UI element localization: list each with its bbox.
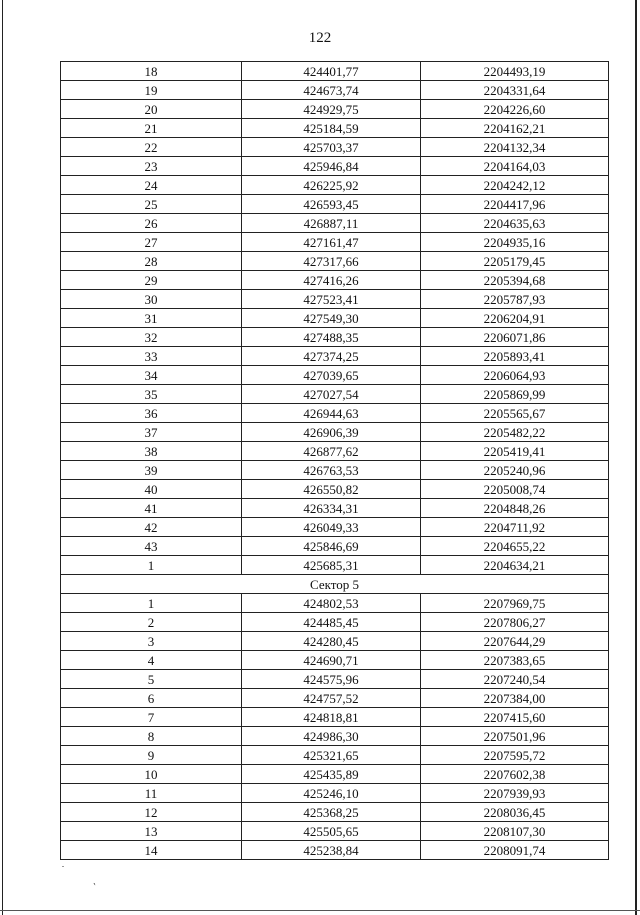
x-coordinate-cell: 427549,30 — [242, 309, 421, 328]
y-coordinate-cell: 2207415,60 — [421, 708, 609, 727]
x-coordinate-cell: 424575,96 — [242, 670, 421, 689]
point-number-cell: 27 — [61, 233, 242, 252]
y-coordinate-cell: 2205787,93 — [421, 290, 609, 309]
point-number-cell: 2 — [61, 613, 242, 632]
point-number-cell: 31 — [61, 309, 242, 328]
table-row — [61, 689, 609, 708]
x-coordinate-cell: 424401,77 — [242, 62, 421, 81]
table-row — [61, 309, 609, 328]
point-number-cell: 19 — [61, 81, 242, 100]
point-number-cell: 33 — [61, 347, 242, 366]
table-row — [61, 461, 609, 480]
point-number-cell: 7 — [61, 708, 242, 727]
table-row — [61, 252, 609, 271]
x-coordinate-cell: 426877,62 — [242, 442, 421, 461]
table-row — [61, 271, 609, 290]
point-number-cell: 9 — [61, 746, 242, 765]
x-coordinate-cell: 425238,84 — [242, 841, 421, 860]
table-row — [61, 404, 609, 423]
sector-title: Сектор 5 — [61, 575, 609, 594]
x-coordinate-cell: 424485,45 — [242, 613, 421, 632]
point-number-cell: 1 — [61, 556, 242, 575]
table-row — [61, 214, 609, 233]
y-coordinate-cell: 2207806,27 — [421, 613, 609, 632]
scan-border-bottom — [0, 910, 640, 911]
table-row — [61, 594, 609, 613]
y-coordinate-cell: 2205179,45 — [421, 252, 609, 271]
y-coordinate-cell: 2207384,00 — [421, 689, 609, 708]
point-number-cell: 10 — [61, 765, 242, 784]
point-number-cell: 21 — [61, 119, 242, 138]
y-coordinate-cell: 2208036,45 — [421, 803, 609, 822]
x-coordinate-cell: 424818,81 — [242, 708, 421, 727]
table-row — [61, 613, 609, 632]
x-coordinate-cell: 424673,74 — [242, 81, 421, 100]
x-coordinate-cell: 427374,25 — [242, 347, 421, 366]
table-row — [61, 670, 609, 689]
x-coordinate-cell: 426887,11 — [242, 214, 421, 233]
point-number-cell: 39 — [61, 461, 242, 480]
table-row — [61, 803, 609, 822]
x-coordinate-cell: 424757,52 — [242, 689, 421, 708]
coordinates-rows-first-part — [61, 62, 609, 575]
point-number-cell: 14 — [61, 841, 242, 860]
point-number-cell: 29 — [61, 271, 242, 290]
point-number-cell: 41 — [61, 499, 242, 518]
table-row — [61, 233, 609, 252]
x-coordinate-cell: 426334,31 — [242, 499, 421, 518]
point-number-cell: 12 — [61, 803, 242, 822]
x-coordinate-cell: 424929,75 — [242, 100, 421, 119]
point-number-cell: 24 — [61, 176, 242, 195]
x-coordinate-cell: 427416,26 — [242, 271, 421, 290]
table-row — [61, 328, 609, 347]
y-coordinate-cell: 2207939,93 — [421, 784, 609, 803]
y-coordinate-cell: 2204634,21 — [421, 556, 609, 575]
sector-header-row — [61, 575, 609, 594]
y-coordinate-cell: 2204164,03 — [421, 157, 609, 176]
y-coordinate-cell: 2205394,68 — [421, 271, 609, 290]
table-row — [61, 480, 609, 499]
x-coordinate-cell: 426906,39 — [242, 423, 421, 442]
point-number-cell: 6 — [61, 689, 242, 708]
table-row — [61, 347, 609, 366]
point-number-cell: 38 — [61, 442, 242, 461]
y-coordinate-cell: 2207969,75 — [421, 594, 609, 613]
y-coordinate-cell: 2204242,12 — [421, 176, 609, 195]
table-row — [61, 651, 609, 670]
y-coordinate-cell: 2205419,41 — [421, 442, 609, 461]
y-coordinate-cell: 2204162,21 — [421, 119, 609, 138]
table-row — [61, 138, 609, 157]
point-number-cell: 23 — [61, 157, 242, 176]
point-number-cell: 8 — [61, 727, 242, 746]
table-row — [61, 784, 609, 803]
table-row — [61, 746, 609, 765]
y-coordinate-cell: 2204848,26 — [421, 499, 609, 518]
x-coordinate-cell: 425321,65 — [242, 746, 421, 765]
x-coordinate-cell: 424690,71 — [242, 651, 421, 670]
y-coordinate-cell: 2207501,96 — [421, 727, 609, 746]
x-coordinate-cell: 425435,89 — [242, 765, 421, 784]
table-row — [61, 518, 609, 537]
table-row — [61, 556, 609, 575]
table-row — [61, 499, 609, 518]
point-number-cell: 30 — [61, 290, 242, 309]
point-number-cell: 35 — [61, 385, 242, 404]
y-coordinate-cell: 2205565,67 — [421, 404, 609, 423]
table-row — [61, 195, 609, 214]
y-coordinate-cell: 2207644,29 — [421, 632, 609, 651]
sector-header-group — [61, 575, 609, 594]
y-coordinate-cell: 2205240,96 — [421, 461, 609, 480]
table-row — [61, 157, 609, 176]
x-coordinate-cell: 425946,84 — [242, 157, 421, 176]
x-coordinate-cell: 427523,41 — [242, 290, 421, 309]
x-coordinate-cell: 424280,45 — [242, 632, 421, 651]
table-row — [61, 290, 609, 309]
y-coordinate-cell: 2204493,19 — [421, 62, 609, 81]
x-coordinate-cell: 426944,63 — [242, 404, 421, 423]
x-coordinate-cell: 427161,47 — [242, 233, 421, 252]
y-coordinate-cell: 2204226,60 — [421, 100, 609, 119]
table-row — [61, 176, 609, 195]
table-row — [61, 423, 609, 442]
table-row — [61, 385, 609, 404]
point-number-cell: 26 — [61, 214, 242, 233]
table-row — [61, 442, 609, 461]
coordinates-table — [60, 61, 609, 860]
scan-mark: ˴ — [91, 876, 99, 890]
table-row — [61, 632, 609, 651]
point-number-cell: 42 — [61, 518, 242, 537]
x-coordinate-cell: 425246,10 — [242, 784, 421, 803]
y-coordinate-cell: 2207240,54 — [421, 670, 609, 689]
x-coordinate-cell: 426593,45 — [242, 195, 421, 214]
x-coordinate-cell: 426225,92 — [242, 176, 421, 195]
page-number: 122 — [308, 30, 332, 46]
table-row — [61, 81, 609, 100]
coordinates-rows-sector-5 — [61, 594, 609, 860]
point-number-cell: 28 — [61, 252, 242, 271]
table-row — [61, 100, 609, 119]
x-coordinate-cell: 426049,33 — [242, 518, 421, 537]
table-row — [61, 537, 609, 556]
point-number-cell: 13 — [61, 822, 242, 841]
y-coordinate-cell: 2208107,30 — [421, 822, 609, 841]
point-number-cell: 32 — [61, 328, 242, 347]
point-number-cell: 40 — [61, 480, 242, 499]
point-number-cell: 4 — [61, 651, 242, 670]
table-row — [61, 765, 609, 784]
y-coordinate-cell: 2204417,96 — [421, 195, 609, 214]
table-row — [61, 119, 609, 138]
y-coordinate-cell: 2204935,16 — [421, 233, 609, 252]
x-coordinate-cell: 425703,37 — [242, 138, 421, 157]
y-coordinate-cell: 2206071,86 — [421, 328, 609, 347]
point-number-cell: 18 — [61, 62, 242, 81]
point-number-cell: 11 — [61, 784, 242, 803]
x-coordinate-cell: 425505,65 — [242, 822, 421, 841]
table-row — [61, 708, 609, 727]
table-row — [61, 366, 609, 385]
y-coordinate-cell: 2206204,91 — [421, 309, 609, 328]
point-number-cell: 5 — [61, 670, 242, 689]
y-coordinate-cell: 2205008,74 — [421, 480, 609, 499]
point-number-cell: 43 — [61, 537, 242, 556]
x-coordinate-cell: 425685,31 — [242, 556, 421, 575]
table-row — [61, 841, 609, 860]
y-coordinate-cell: 2208091,74 — [421, 841, 609, 860]
scan-border-left — [2, 0, 3, 915]
x-coordinate-cell: 426550,82 — [242, 480, 421, 499]
y-coordinate-cell: 2207383,65 — [421, 651, 609, 670]
x-coordinate-cell: 424802,53 — [242, 594, 421, 613]
y-coordinate-cell: 2204655,22 — [421, 537, 609, 556]
y-coordinate-cell: 2207595,72 — [421, 746, 609, 765]
scan-border-right — [635, 0, 637, 915]
point-number-cell: 22 — [61, 138, 242, 157]
x-coordinate-cell: 427027,54 — [242, 385, 421, 404]
x-coordinate-cell: 426763,53 — [242, 461, 421, 480]
point-number-cell: 37 — [61, 423, 242, 442]
y-coordinate-cell: 2204711,92 — [421, 518, 609, 537]
point-number-cell: 25 — [61, 195, 242, 214]
table-row — [61, 727, 609, 746]
y-coordinate-cell: 2206064,93 — [421, 366, 609, 385]
x-coordinate-cell: 427039,65 — [242, 366, 421, 385]
table-row — [61, 822, 609, 841]
y-coordinate-cell: 2205893,41 — [421, 347, 609, 366]
y-coordinate-cell: 2205869,99 — [421, 385, 609, 404]
y-coordinate-cell: 2207602,38 — [421, 765, 609, 784]
y-coordinate-cell: 2204132,34 — [421, 138, 609, 157]
point-number-cell: 1 — [61, 594, 242, 613]
y-coordinate-cell: 2204331,64 — [421, 81, 609, 100]
x-coordinate-cell: 424986,30 — [242, 727, 421, 746]
x-coordinate-cell: 425368,25 — [242, 803, 421, 822]
table-row — [61, 62, 609, 81]
point-number-cell: 3 — [61, 632, 242, 651]
x-coordinate-cell: 425846,69 — [242, 537, 421, 556]
scan-speck — [62, 866, 64, 867]
y-coordinate-cell: 2204635,63 — [421, 214, 609, 233]
x-coordinate-cell: 425184,59 — [242, 119, 421, 138]
y-coordinate-cell: 2205482,22 — [421, 423, 609, 442]
point-number-cell: 34 — [61, 366, 242, 385]
x-coordinate-cell: 427488,35 — [242, 328, 421, 347]
point-number-cell: 20 — [61, 100, 242, 119]
point-number-cell: 36 — [61, 404, 242, 423]
x-coordinate-cell: 427317,66 — [242, 252, 421, 271]
